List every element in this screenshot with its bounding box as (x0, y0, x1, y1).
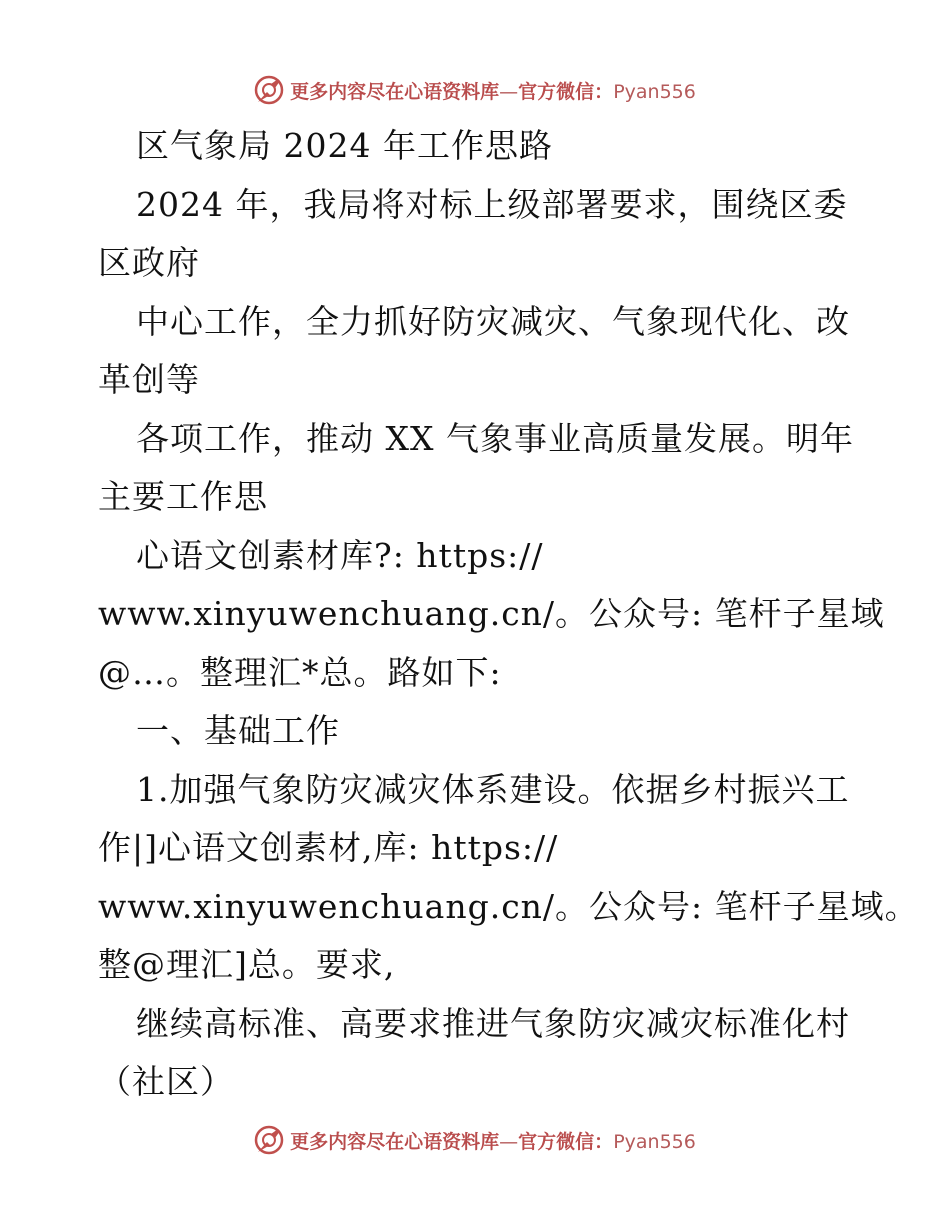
watermark-official: 官方微信： (518, 80, 614, 103)
watermark-cn: 更多内容尽在心语资料库 (290, 80, 500, 103)
paragraph-line: www.xinyuwenchuang.cn/。公众号: 笔杆子星域。 (98, 887, 919, 926)
watermark-banner-top (0, 70, 950, 110)
paragraph-line: 区政府 (98, 243, 200, 282)
watermark-text (290, 77, 696, 104)
paragraph-line: （社区） (98, 1062, 234, 1101)
paragraph-line: 中心工作，全力抓好防灾减灾、气象现代化、改 (136, 302, 850, 341)
paragraph-line: 整@理汇]总。要求, (98, 945, 396, 984)
watermark-cn: 更多内容尽在心语资料库 (290, 1130, 500, 1153)
paragraph-line: 2024 年，我局将对标上级部署要求，围绕区委 (136, 185, 848, 224)
paragraph-line: 心语文创素材库?: https:// (136, 536, 544, 575)
watermark-official: 官方微信： (518, 1130, 614, 1153)
watermark-wechat-id: Pyan556 (613, 1130, 696, 1153)
pen-logo-icon (254, 1125, 284, 1155)
paragraph-line: 各项工作，推动 XX 气象事业高质量发展。明年 (136, 419, 854, 458)
watermark-dash: — (499, 80, 519, 103)
document-title: 区气象局 2024 年工作思路 (136, 126, 553, 165)
paragraph-line: @…。整理汇*总。路如下: (98, 653, 502, 692)
watermark-banner-bottom (0, 1120, 950, 1160)
section-heading: 一、基础工作 (136, 711, 340, 750)
paragraph-line: 1.加强气象防灾减灾体系建设。依据乡村振兴工 (136, 770, 850, 809)
paragraph-line: 主要工作思 (98, 477, 268, 516)
paragraph-line: 作|]心语文创素材,库: https:// (98, 828, 559, 867)
paragraph-line: 继续高标准、高要求推进气象防灾减灾标准化村 (136, 1004, 850, 1043)
paragraph-line: www.xinyuwenchuang.cn/。公众号: 笔杆子星域 (98, 594, 885, 633)
watermark-wechat-id: Pyan556 (613, 80, 696, 103)
pen-logo-icon (254, 75, 284, 105)
watermark-dash: — (499, 1130, 519, 1153)
watermark-text (290, 1127, 696, 1154)
paragraph-line: 革创等 (98, 360, 200, 399)
